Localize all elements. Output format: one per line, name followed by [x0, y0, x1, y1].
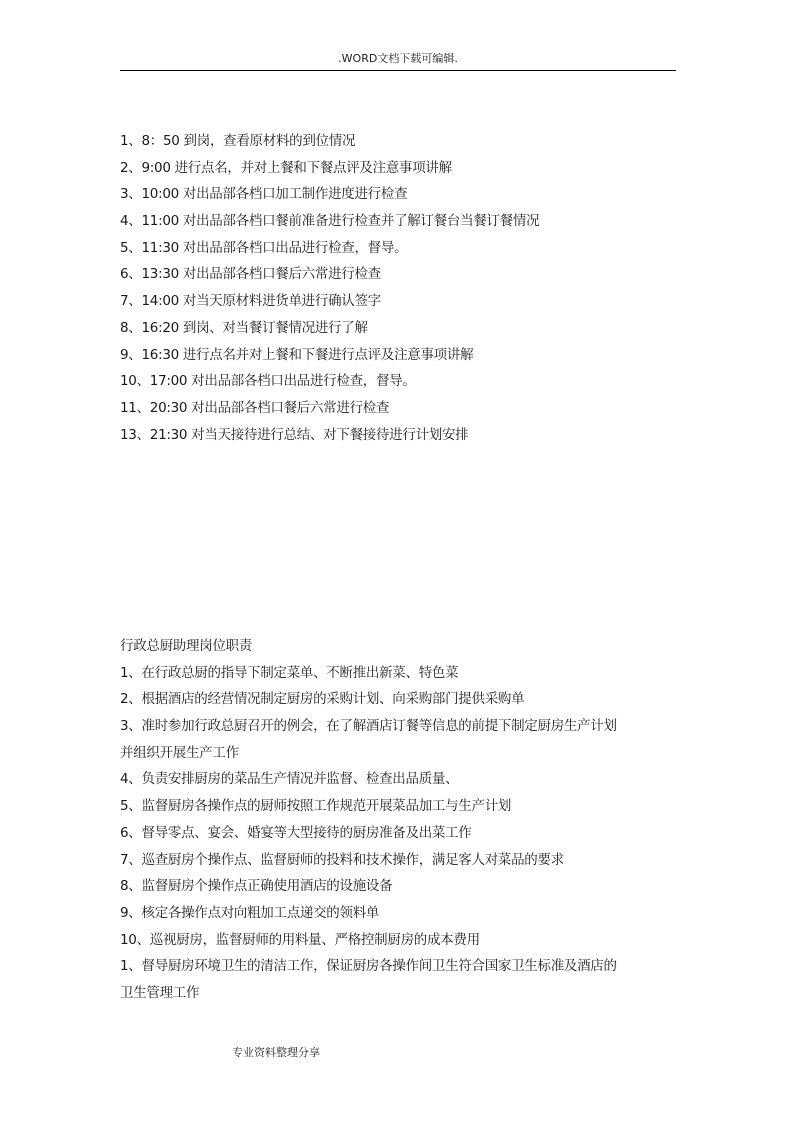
schedule-item: 5、11:30 对出品部各档口出品进行检查，督导。	[120, 239, 408, 256]
schedule-item: 2、9:00 进行点名，并对上餐和下餐点评及注意事项讲解	[120, 159, 452, 176]
duty-item: 10、巡视厨房，监督厨师的用料量、严格控制厨房的成本费用	[120, 931, 480, 948]
schedule-item: 10、17:00 对出品部各档口出品进行检查，督导。	[120, 373, 416, 390]
duty-item: 9、核定各操作点对向粗加工点递交的领料单	[120, 904, 380, 921]
schedule-item: 6、13:30 对出品部各档口餐后六常进行检查	[120, 266, 381, 283]
schedule-item: 9、16:30 进行点名并对上餐和下餐进行点评及注意事项讲解	[120, 346, 474, 363]
duty-item: 7、巡查厨房个操作点、监督厨师的投料和技术操作，满足客人对菜品的要求	[120, 851, 564, 868]
schedule-item: 11、20:30 对出品部各档口餐后六常进行检查	[120, 399, 390, 416]
duty-item: 并组织开展生产工作	[120, 744, 239, 761]
duty-item: 1、在行政总厨的指导下制定菜单、不断推出新菜、特色菜	[120, 664, 459, 681]
schedule-item: 3、10:00 对出品部各档口加工制作进度进行检查	[120, 186, 408, 203]
schedule-item: 8、16:20 到岗、对当餐订餐情况进行了解	[120, 319, 368, 336]
duty-item: 5、监督厨房各操作点的厨师按照工作规范开展菜品加工与生产计划	[120, 798, 512, 815]
page-header: .WORD文档下载可编辑.	[120, 52, 676, 71]
schedule-list	[120, 128, 680, 448]
duty-item: 卫生管理工作	[120, 984, 200, 1001]
duty-item: 3、准时参加行政总厨召开的例会，在了解酒店订餐等信息的前提下制定厨房生产计划	[120, 718, 617, 735]
duty-item: 1、督导厨房环境卫生的清洁工作，保证厨房各操作间卫生符合国家卫生标准及酒店的	[120, 958, 617, 975]
schedule-item: 1、8：50 到岗，查看原材料的到位情况	[120, 133, 356, 149]
duty-item: 2、根据酒店的经营情况制定厨房的采购计划、向采购部门提供采购单	[120, 691, 525, 708]
duty-item: 4、负责安排厨房的菜品生产情况并监督、检查出品质量、	[120, 771, 459, 788]
duty-item: 6、督导零点、宴会、婚宴等大型接待的厨房准备及出菜工作	[120, 824, 472, 841]
page-footer: 专业资料整理分享	[232, 1046, 320, 1059]
duties-list	[120, 633, 680, 1007]
schedule-item: 13、21:30 对当天接待进行总结、对下餐接待进行计划安排	[120, 426, 469, 443]
schedule-item: 7、14:00 对当天原材料进货单进行确认签字	[120, 293, 381, 310]
section-title: 行政总厨助理岗位职责	[120, 638, 252, 654]
schedule-item: 4、11:00 对出品部各档口餐前准备进行检查并了解订餐台当餐订餐情况	[120, 213, 540, 230]
duty-item: 8、监督厨房个操作点正确使用酒店的设施设备	[120, 878, 393, 895]
